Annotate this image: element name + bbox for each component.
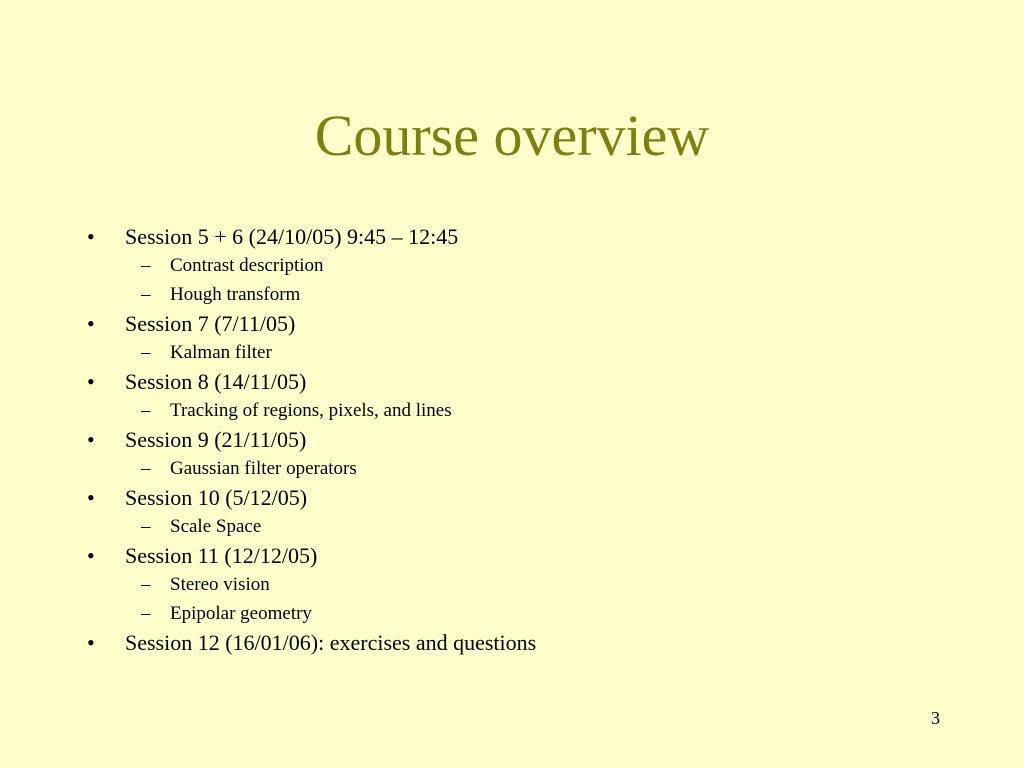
sub-marker: –	[141, 574, 151, 595]
bullet-marker: •	[87, 311, 95, 336]
page-number: 3	[931, 708, 940, 728]
sub-item-hough-transform	[87, 280, 947, 309]
bullet-text: Session 8 (14/11/05)	[125, 369, 307, 394]
bullet-item-session-7	[87, 309, 947, 338]
bullet-text: Session 5 + 6 (24/10/05) 9:45 – 12:45	[125, 224, 459, 249]
sub-item-tracking	[87, 396, 947, 425]
bullet-item-session-5-6	[87, 222, 947, 251]
bullet-text: Session 12 (16/01/06): exercises and questions	[125, 630, 537, 655]
bullet-marker: •	[87, 630, 95, 655]
sub-marker: –	[141, 400, 151, 421]
bullet-item-session-9	[87, 425, 947, 454]
bullet-list	[87, 222, 947, 657]
sub-item-scale-space	[87, 512, 947, 541]
bullet-text: Session 10 (5/12/05)	[125, 485, 308, 510]
sub-item-text: Stereo vision	[170, 574, 270, 595]
bullet-text: Session 11 (12/12/05)	[125, 543, 318, 568]
sub-marker: –	[141, 603, 151, 624]
sub-item-text: Gaussian filter operators	[170, 458, 357, 479]
sub-item-stereo-vision	[87, 570, 947, 599]
bullet-text: Session 9 (21/11/05)	[125, 427, 307, 452]
bullet-marker: •	[87, 427, 95, 452]
sub-marker: –	[141, 342, 151, 363]
sub-item-kalman-filter	[87, 338, 947, 367]
sub-item-text: Epipolar geometry	[170, 603, 312, 624]
sub-item-text: Scale Space	[170, 516, 262, 537]
bullet-marker: •	[87, 369, 95, 394]
sub-item-contrast-description	[87, 251, 947, 280]
sub-item-gaussian-filter	[87, 454, 947, 483]
sub-item-text: Hough transform	[170, 284, 301, 305]
sub-marker: –	[141, 255, 151, 276]
sub-marker: –	[141, 516, 151, 537]
bullet-item-session-11	[87, 541, 947, 570]
bullet-marker: •	[87, 224, 95, 249]
bullet-item-session-12	[87, 628, 947, 657]
sub-item-text: Kalman filter	[170, 342, 272, 363]
sub-marker: –	[141, 458, 151, 479]
bullet-item-session-8	[87, 367, 947, 396]
slide-title: Course overview	[314, 103, 710, 168]
sub-marker: –	[141, 284, 151, 305]
bullet-item-session-10	[87, 483, 947, 512]
bullet-marker: •	[87, 485, 95, 510]
sub-item-text: Contrast description	[170, 255, 324, 276]
bullet-text: Session 7 (7/11/05)	[125, 311, 296, 336]
sub-item-epipolar-geometry	[87, 599, 947, 628]
bullet-marker: •	[87, 543, 95, 568]
sub-item-text: Tracking of regions, pixels, and lines	[170, 400, 452, 421]
